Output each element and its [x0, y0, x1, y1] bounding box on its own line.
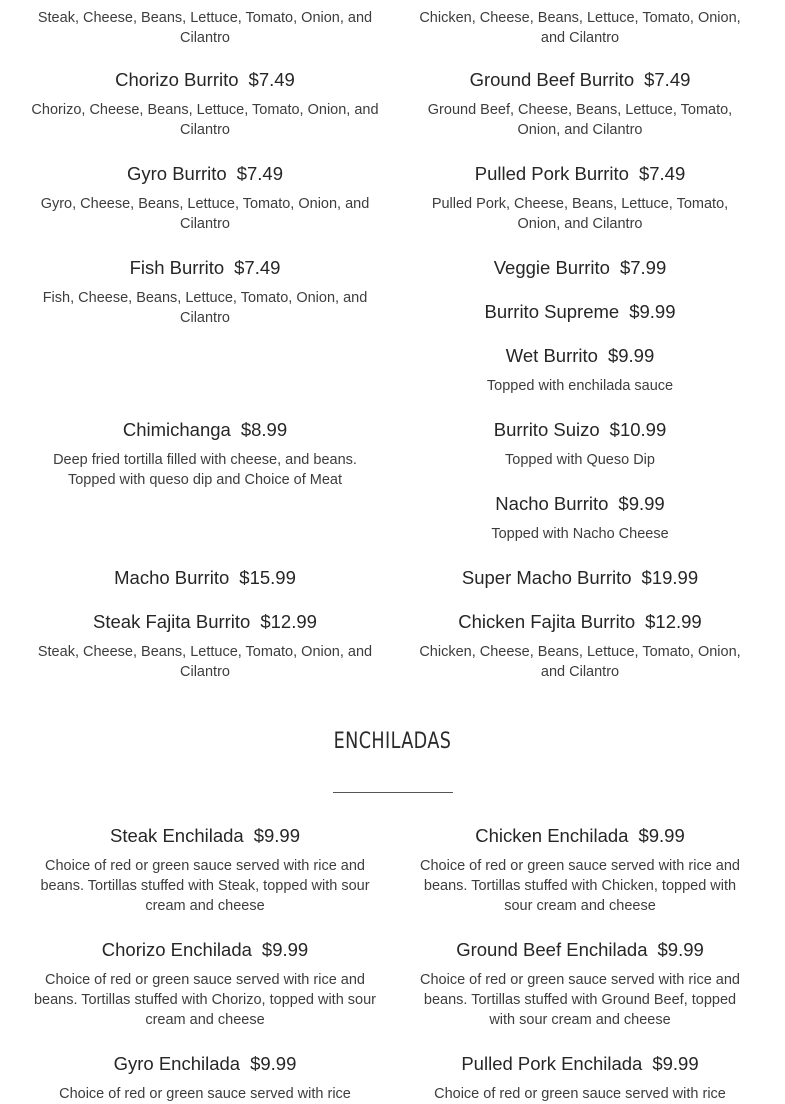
item-price: $7.49 [644, 69, 691, 90]
item-price: $9.99 [261, 939, 309, 960]
item-name: Burrito Supreme [484, 301, 620, 322]
item-description: Choice of red or green sauce served with rice and beans. Tortillas stuffed with Chorizo, topped with sour cream and cheese [33, 972, 376, 1028]
menu-item [20, 68, 390, 140]
item-price: $19.99 [641, 567, 699, 588]
item-title [20, 1052, 390, 1076]
item-description: Topped with Nacho Cheese [491, 526, 669, 542]
item-title [400, 566, 760, 590]
item-title [400, 162, 760, 186]
item-name: Chicken Enchilada [475, 825, 629, 846]
item-price: $7.49 [236, 163, 283, 184]
item-name: Chicken Fajita Burrito [458, 611, 636, 632]
item-name: Super Macho Burrito [461, 567, 632, 588]
menu-item [20, 610, 390, 682]
item-title [20, 610, 390, 634]
item-description: Choice of red or green sauce served with rice [59, 1086, 351, 1102]
item-title [20, 938, 390, 962]
menu-item [400, 344, 760, 396]
menu-item [20, 566, 390, 590]
item-name: Chorizo Enchilada [101, 939, 252, 960]
item-name: Ground Beef Burrito [469, 69, 635, 90]
item-description: Choice of red or green sauce served with rice [434, 1086, 726, 1102]
item-name: Pulled Pork Enchilada [461, 1053, 643, 1074]
menu-item [400, 1052, 760, 1104]
item-description: Topped with enchilada sauce [486, 378, 674, 394]
menu-item [20, 162, 390, 234]
menu-item [400, 8, 760, 48]
item-name: Burrito Suizo [493, 419, 600, 440]
item-description: Deep fried tortilla filled with cheese, and beans. Topped with queso dip and Choice of Meat [53, 452, 357, 488]
item-price: $12.99 [645, 611, 702, 632]
item-name: Ground Beef Enchilada [456, 939, 648, 960]
item-name: Veggie Burrito [493, 257, 610, 278]
item-price: $9.99 [607, 345, 655, 366]
menu-item [400, 418, 760, 470]
menu-item [20, 938, 390, 1030]
menu-item [400, 162, 760, 234]
menu-item [400, 824, 760, 916]
menu-item [20, 256, 390, 328]
menu-item [20, 1052, 390, 1104]
item-description: Choice of red or green sauce served with rice and beans. Tortillas stuffed with Ground Beef, topped with sour cream and cheese [420, 972, 740, 1028]
item-description: Topped with Queso Dip [505, 452, 655, 468]
menu-item [400, 610, 760, 682]
item-title [400, 938, 760, 962]
item-title [20, 162, 390, 186]
item-description: Steak, Cheese, Beans, Lettuce, Tomato, Onion, and Cilantro [37, 10, 373, 46]
item-description: Steak, Cheese, Beans, Lettuce, Tomato, Onion, and Cilantro [37, 644, 373, 680]
item-price: $12.99 [260, 611, 317, 632]
item-description: Ground Beef, Cheese, Beans, Lettuce, Tomato, Onion, and Cilantro [427, 102, 733, 138]
item-price: $9.99 [253, 825, 300, 846]
item-name: Chorizo Burrito [115, 69, 239, 90]
item-price: $10.99 [609, 419, 667, 440]
item-description: Choice of red or green sauce served with rice and beans. Tortillas stuffed with Chicken, topped with sour cream and cheese [420, 858, 740, 914]
item-name: Fish Burrito [129, 257, 225, 278]
menu-item [20, 8, 390, 48]
item-price: $7.99 [619, 257, 667, 278]
menu-item [400, 256, 760, 280]
item-title [400, 610, 760, 634]
item-name: Chimichanga [122, 419, 231, 440]
item-description: Fish, Cheese, Beans, Lettuce, Tomato, Onion, and Cilantro [42, 290, 368, 326]
item-title [400, 1052, 760, 1076]
menu-item [20, 418, 390, 490]
item-description: Choice of red or green sauce served with rice and beans. Tortillas stuffed with Steak, topped with sour cream and cheese [40, 858, 370, 914]
item-price: $9.99 [657, 939, 704, 960]
item-name: Gyro Burrito [126, 163, 227, 184]
item-title [400, 824, 760, 848]
item-price: $7.49 [234, 257, 281, 278]
menu-item [400, 300, 760, 324]
item-title [400, 492, 760, 516]
item-name: Macho Burrito [114, 567, 230, 588]
item-description: Chorizo, Cheese, Beans, Lettuce, Tomato, Onion, and Cilantro [31, 102, 379, 138]
item-title [20, 256, 390, 280]
item-price: $9.99 [638, 825, 685, 846]
menu-item [400, 938, 760, 1030]
item-name: Gyro Enchilada [113, 1053, 241, 1074]
item-name: Pulled Pork Burrito [474, 163, 629, 184]
item-title [400, 256, 760, 280]
item-title [400, 68, 760, 92]
item-price: $15.99 [239, 567, 296, 588]
item-title [20, 566, 390, 590]
item-title [20, 418, 390, 442]
item-price: $9.99 [629, 301, 676, 322]
item-price: $9.99 [652, 1053, 699, 1074]
item-price: $7.49 [248, 69, 295, 90]
item-name: Nacho Burrito [495, 493, 609, 514]
item-description: Chicken, Cheese, Beans, Lettuce, Tomato, Onion, and Cilantro [419, 644, 741, 680]
item-price: $9.99 [250, 1053, 297, 1074]
menu-item [400, 68, 760, 140]
item-name: Steak Enchilada [110, 825, 244, 846]
menu-item [400, 492, 760, 544]
section-divider [333, 792, 453, 793]
menu-item [20, 824, 390, 916]
item-description: Chicken, Cheese, Beans, Lettuce, Tomato, Onion, and Cilantro [419, 10, 741, 46]
item-price: $9.99 [618, 493, 665, 514]
item-title [20, 68, 390, 92]
item-name: Wet Burrito [505, 345, 598, 366]
item-title [20, 824, 390, 848]
item-description: Pulled Pork, Cheese, Beans, Lettuce, Tomato, Onion, and Cilantro [431, 196, 729, 232]
item-title [400, 418, 760, 442]
item-price: $7.49 [638, 163, 686, 184]
menu-item [400, 566, 760, 590]
section-title-enchiladas: ENCHILADAS [333, 729, 452, 754]
item-name: Steak Fajita Burrito [93, 611, 251, 632]
item-price: $8.99 [240, 419, 288, 440]
item-description: Gyro, Cheese, Beans, Lettuce, Tomato, Onion, and Cilantro [40, 196, 370, 232]
item-title [400, 300, 760, 324]
item-title [400, 344, 760, 368]
